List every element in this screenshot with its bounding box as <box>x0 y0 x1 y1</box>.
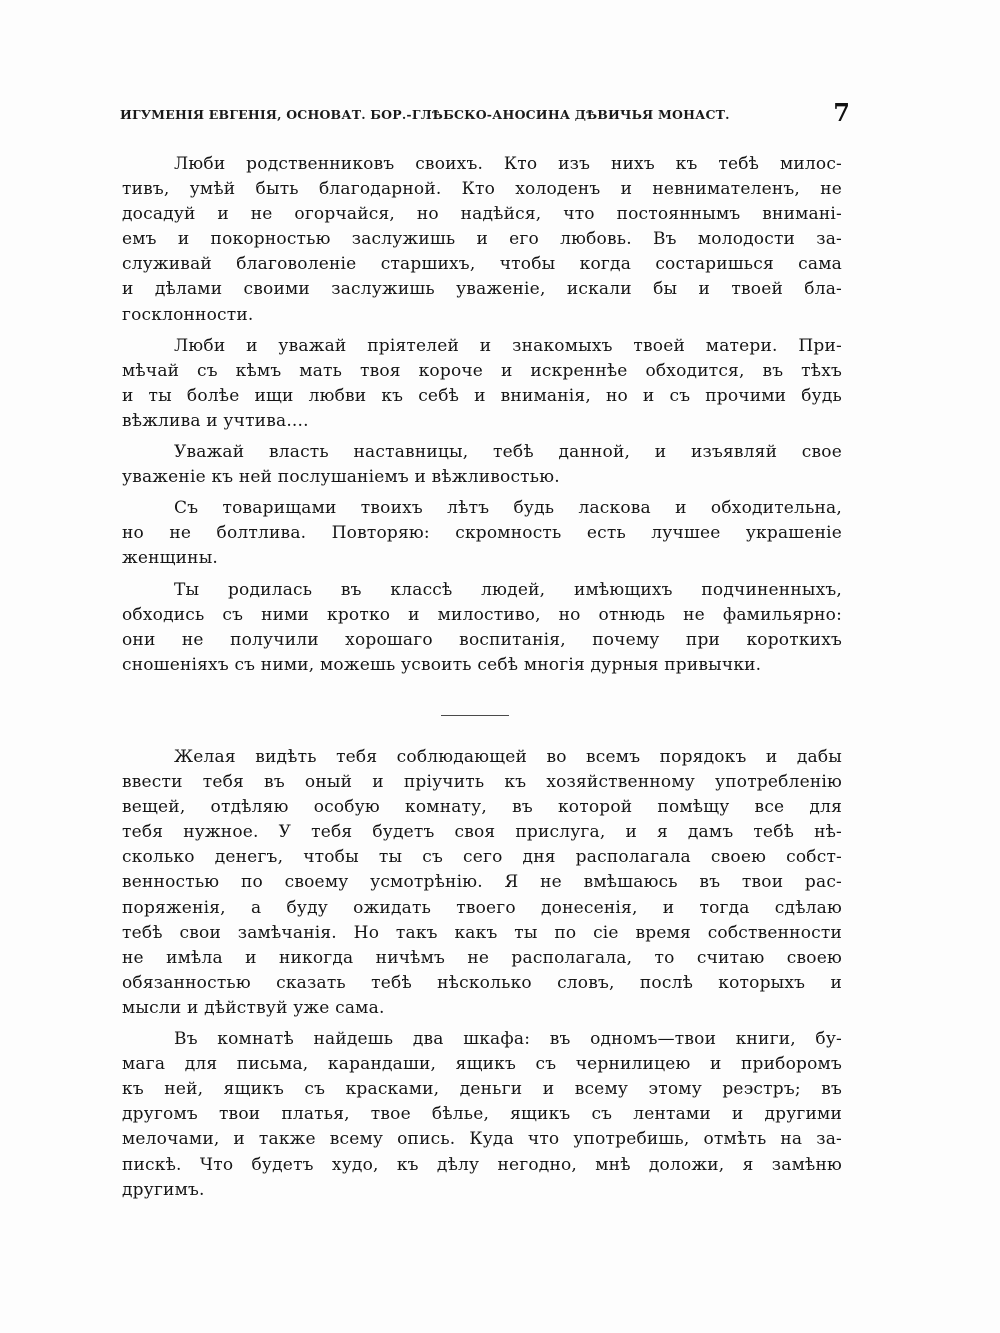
text-line: къ ней, ящикъ съ красками, деньги и всему этому реэстръ; въ <box>122 1079 842 1100</box>
text-line: другомъ твои платья, твое бѣлье, ящикъ съ лентами и другими <box>122 1104 842 1125</box>
text-line: и ты болѣе ищи любви къ себѣ и вниманiя, но и съ прочими будь <box>122 385 842 406</box>
text-line: вѣжлива и учтива.... <box>122 410 309 431</box>
text-line: венностью по своему усмотрѣнiю. Я не вмѣшаюсь въ твои рас- <box>122 872 842 893</box>
page-number: 7 <box>833 98 850 127</box>
text-line: пискѣ. Что будетъ худо, къ дѣлу негодно, мнѣ доложи, я замѣню <box>122 1154 842 1175</box>
text-line: обходись съ ними кротко и милостиво, но отнюдь не фамильярно: <box>122 604 842 625</box>
text-line: Съ товарищами твоихъ лѣтъ будь ласкова и обходительна, <box>174 498 842 519</box>
text-line: тивъ, умѣй быть благодарной. Кто холоденъ и невнимателенъ, не <box>122 179 842 200</box>
text-line: тебя нужное. У тебя будетъ своя прислуга, и я дамъ тебѣ нѣ- <box>122 822 842 843</box>
text-line: Въ комнатѣ найдешь два шкафа: въ одномъ—твои книги, бу- <box>174 1029 842 1050</box>
paragraph-own-room <box>122 745 842 1021</box>
paragraph-subordinates <box>122 578 842 678</box>
text-line: поряженiя, а буду ожидать твоего донесенiя, и тогда сдѣлаю <box>122 897 842 918</box>
page-header <box>120 98 850 134</box>
section-advice-relations <box>122 152 842 684</box>
text-line: мѣчай съ кѣмъ мать твоя короче и искреннѣе обходится, въ тѣхъ <box>122 360 842 381</box>
text-line: женщины. <box>122 548 219 569</box>
text-line: служивай благоволенiе старшихъ, чтобы когда состаришься сама <box>122 254 842 275</box>
text-line: тебѣ свои замѣчанiя. Но такъ какъ ты по сiе время собственности <box>122 922 842 943</box>
text-line: они не получили хорошаго воспитанiя, почему при короткихъ <box>122 629 842 650</box>
paragraph-two-cupboards <box>122 1027 842 1203</box>
text-line: обязанностью сказать тебѣ нѣсколько словъ, послѣ которыхъ и <box>122 972 842 993</box>
text-line: другимъ. <box>122 1179 205 1200</box>
paragraph-relatives <box>122 152 842 328</box>
text-line: мелочами, и также всему опись. Куда что употребишь, отмѣть на за- <box>122 1129 842 1150</box>
text-line: мысли и дѣйствуй уже сама. <box>122 997 385 1018</box>
section-divider <box>441 715 509 716</box>
paragraph-mentor <box>122 440 842 490</box>
text-line: Уважай власть наставницы, тебѣ данной, и изъявляй свое <box>174 442 842 463</box>
section-household-room <box>122 745 842 1209</box>
paragraph-mothers-friends <box>122 334 842 434</box>
text-line: уваженiе къ ней послушанiемъ и вѣжливостью. <box>122 467 560 488</box>
running-head: ИГУМЕНІЯ ЕВГЕНІЯ, ОСНОВАТ. БОР.-ГЛѢБСКО-АНОСИНА ДѢВИЧЬЯ МОНАСТ. <box>120 107 730 122</box>
text-line: не имѣла и никогда ничѣмъ не располагала, то считаю своею <box>122 947 842 968</box>
text-line: и дѣлами своими заслужишь уваженiе, искали бы и твоей бла- <box>122 279 842 300</box>
text-line: но не болтлива. Повторяю: скромность есть лучшее украшенiе <box>122 523 842 544</box>
text-line: досадуй и не огорчайся, но надѣйся, что постояннымъ вниманi- <box>122 204 842 225</box>
text-line: Люби и уважай прiятелей и знакомыхъ твоей матери. При- <box>174 335 842 356</box>
text-line: Ты родилась въ классѣ людей, имѣющихъ подчиненныхъ, <box>174 579 842 600</box>
text-line: сколько денегъ, чтобы ты съ сего дня располагала своею собст- <box>122 847 842 868</box>
text-line: сношенiяхъ съ ними, можешь усвоить себѣ многiя дурныя привычки. <box>122 654 762 675</box>
text-line: вещей, отдѣляю особую комнату, въ которой помѣщу все для <box>122 797 842 818</box>
text-line: госклонности. <box>122 304 254 325</box>
text-line: емъ и покорностью заслужишь и его любовь. Въ молодости за- <box>122 229 842 250</box>
text-line: Люби родственниковъ своихъ. Кто изъ нихъ къ тебѣ милос- <box>174 154 842 174</box>
text-line: Желая видѣть тебя соблюдающей во всемъ порядокъ и дабы <box>174 747 842 767</box>
text-line: мага для письма, карандаши, ящикъ съ чернилицею и приборомъ <box>122 1054 842 1075</box>
paragraph-peers <box>122 496 842 571</box>
text-line: ввести тебя въ оный и прiучить къ хозяйственному употребленiю <box>122 772 842 793</box>
